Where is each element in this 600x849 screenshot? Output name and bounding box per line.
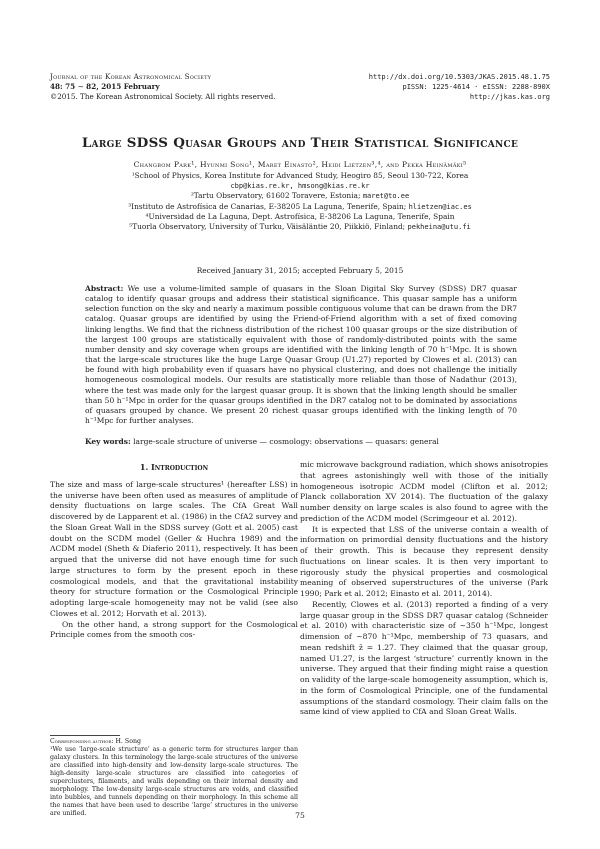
received-dates: Received January 31, 2015; accepted February 5, 2015 bbox=[196, 266, 404, 275]
corresponding-author-label: Corresponding author: bbox=[50, 738, 114, 745]
affiliation-1-email[interactable]: cbp@kias.re.kr, hmsong@kias.re.kr bbox=[230, 182, 370, 191]
keywords-text: large-scale structure of universe — cosmology: observations — quasars: general bbox=[133, 437, 439, 446]
abstract bbox=[85, 284, 517, 426]
keywords-label: Key words: bbox=[85, 437, 131, 446]
copyright-notice: ©2015. The Korean Astronomical Society. All rights reserved. bbox=[50, 92, 276, 101]
journal-header bbox=[50, 72, 275, 102]
affiliation-3-text: ³Instituto de Astrofísica de Canarias, E-38205 La Laguna, Tenerife, Spain; bbox=[128, 201, 409, 211]
corresponding-author bbox=[50, 738, 298, 746]
affiliations bbox=[0, 171, 600, 232]
affiliation-2-text: ²Tartu Observatory, 61602 Toravere, Estonia; bbox=[190, 191, 363, 201]
keywords bbox=[85, 437, 517, 446]
affiliation-5 bbox=[0, 222, 600, 232]
corresponding-author-name: H. Song bbox=[113, 738, 141, 745]
footnotes bbox=[50, 738, 298, 818]
author-list: Changbom Park¹, Hyunmi Song¹, Maret Einasto², Heidi Lietzen³,⁴, and Pekka Heinämäki⁵ bbox=[133, 160, 467, 169]
affiliation-1: ¹School of Physics, Korea Institute for Advanced Study, Heogiro 85, Seoul 130-722, Korea bbox=[131, 171, 469, 180]
volume-info: 48: 75 ∼ 82, 2015 February bbox=[50, 82, 160, 91]
abstract-text: We use a volume-limited sample of quasars in the Sloan Digital Sky Survey (SDSS) DR7 quasar catalog to identify quasar groups and address their statistical significance. This quasar sample has a uniform selection function on the sky and nearly a maximum possible contiguous volume that can be drawn from the DR7 catalog. Quasar groups are identified by using the Friend-of-Friend algorithm with a set of fixed comoving linking lengths. We find that the richness distribution of the richest 100 quasar groups or the size distribution of the largest 100 groups are statistically equivalent with those of randomly-distributed points with the same number density and sky coverage when groups are identified with the linking length of 70 h⁻¹Mpc. It is shown that the large-scale structures like the huge Large Quasar Group (U1.27) reported by Clowes et al. (2013) can be found with high probability even if quasars have no physical clustering, and does not challenge the initially homogeneous cosmological models. Our results are statistically more reliable than those of Nadathur (2013), where the test was made only for the largest quasar group. It is shown that the linking length should be smaller than 50 h⁻¹Mpc in order for the quasar groups identified in the DR7 catalog not to be dominated by associations of quasars grouped by chance. We present 20 richest quasar groups identified with the linking length of 70 h⁻¹Mpc for further analyses. bbox=[85, 284, 517, 426]
intro-paragraph-2-cont: mic microwave background radiation, which shows anisotropies that agrees astonishingly well with those of the initially homogeneous isotropic ΛCDM model (Clifton et al. 2012; Planck collaboration XV 2014). The fluctuation of the galaxy number density on large scales is also found to agree with the prediction of the ΛCDM model (Scrimgeour et al. 2012). bbox=[300, 460, 548, 523]
right-column bbox=[300, 460, 548, 718]
journal-name: Journal of the Korean Astronomical Society bbox=[50, 72, 212, 81]
abstract-label: Abstract: bbox=[85, 284, 124, 293]
page-number: 75 bbox=[295, 811, 305, 820]
affiliation-2 bbox=[0, 191, 600, 201]
footnote-divider bbox=[50, 735, 120, 736]
affiliation-3 bbox=[0, 202, 600, 212]
affiliation-2-email[interactable]: maret@to.ee bbox=[362, 192, 410, 201]
intro-paragraph-1: The size and mass of large-scale structures¹ (hereafter LSS) in the universe have been often used as measures of amplitude of density fluctuations on large scales. The CfA Great Wall discovered by de Lapparent et al. (1986) in the CfA2 survey and the Sloan Great Wall in the SDSS survey (Gott et al. 2005) cast doubt on the SCDM model (Geller & Huchra 1989) and the ΛCDM model (Sheth & Diaferio 2011), respectively. It has been argued that the universe did not have enough time for such large structures to form by the present epoch in these cosmological models, and that the gravitational instability theory for structure formation or the Cosmological Principle adopting large-scale homogeneity may not be valid (see also Clowes et al. 2012; Horvath et al. 2013). bbox=[50, 479, 298, 618]
left-column bbox=[50, 462, 298, 641]
affiliation-5-text: ⁵Tuorla Observatory, University of Turku, Väisäläntie 20, Piikkiö, Finland; bbox=[129, 222, 408, 232]
affiliation-4: ⁴Universidad de La Laguna, Dept. Astrofísica, E-38206 La Laguna, Tenerife, Spain bbox=[145, 211, 455, 221]
intro-paragraph-3: It is expected that LSS of the universe contain a wealth of information on primordial density fluctuations and the history of their growth. This is because they represent density fluctuations on linear scales. It is then very important to rigorously study the physical properties and cosmological meaning of observed superstructures of the universe (Park 1990; Park et al. 2012; Einasto et al. 2011, 2014). bbox=[300, 524, 548, 598]
section-heading-introduction: 1. Introduction bbox=[139, 462, 209, 472]
paper-title: Large SDSS Quasar Groups and Their Statistical Significance bbox=[81, 135, 519, 151]
intro-paragraph-4: Recently, Clowes et al. (2013) reported a finding of a very large quasar group in the SDSS DR7 quasar catalog (Schneider et al. 2010) with characteristic size of ∼350 h⁻¹Mpc, longest dimension of ∼870 h⁻¹Mpc, membership of 73 quasars, and mean redshift z̄ = 1.27. They claimed that the quasar group, named U1.27, is the largest ‘structure’ currently known in the universe. They argued that their finding might raise a question on validity of the large-scale homogeneity assumption, which is, in the form of Cosmological Principle, one of the fundamental assumptions of the standard cosmology. Their claim falls on the same kind of view applied to CfA and Sloan Great Walls. bbox=[300, 599, 548, 717]
affiliation-3-email[interactable]: hlietzen@iac.es bbox=[408, 202, 472, 211]
affiliation-5-email[interactable]: pekheina@utu.fi bbox=[407, 223, 471, 232]
journal-site-link[interactable]: http://jkas.kas.org bbox=[469, 93, 550, 101]
doi-link[interactable]: http://dx.doi.org/10.5303/JKAS.2015.48.1.75 bbox=[368, 73, 550, 81]
doi-header bbox=[369, 72, 550, 102]
footnote-1: ¹We use ‘large-scale structure’ as a generic term for structures larger than galaxy clusters. In this terminology the large-scale structures of the universe are classified into high-density and low-density large-scale structures. The high-density large-scale structures are classified into categories of superclusters, filaments, and walls depending on their internal density and morphology. The low-density large-scale structures are voids, and classified into bubbles, and tunnels depending on their morphology. In this scheme all the names that have been used to describe ‘large’ structures in the universe are unified. bbox=[50, 746, 298, 818]
intro-paragraph-2: On the other hand, a strong support for the Cosmological Principle comes from the smooth cos- bbox=[50, 619, 298, 640]
issn-info: pISSN: 1225-4614 · eISSN: 2288-890X bbox=[402, 83, 550, 91]
